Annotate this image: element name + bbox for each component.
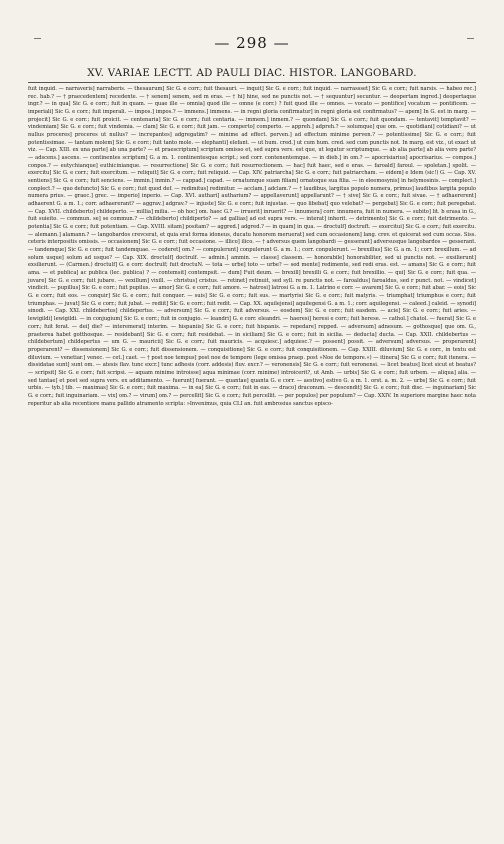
corner-mark-right xyxy=(467,38,474,39)
body-paragraph: fuit inquid. — narraveris] narraberis. — thesaurum] Sic G. e corr.; fuit thesauri. — inquit] Sic G. e corr.; fuit inquid. — narrassset] Sic G. e corr.; fuit narsis. — habeo rec.] rec. hab.? — † praecedentem] recedente. — † senem] senem, sed m eras. — † hi] hine, sed ne punctis not. — † sequuntur] secuntur. — deopertam ingred.] deopertaque ingr.? — in qua] Sic G. e corr.; fuit in quam. — quae ille — omnia] quod ille — omne (e corr.) ? fuit quod ille — omnes. — vocato — pontifice] vocatum — pontificem. — imperiali] Sic G. e corr.; fuit imperali. — impos.] impos.? — immens.] immens. — in regni gloria confirmatur] in regni gloria est confirmatus? — apem] In G. est in marg. — projecit] Sic G. e corr.; fuit proicit. — centenaria] Sic G. e corr.; fuit centaria. — immem.] inmem.? — quondam] Sic G. e corr.; fuit quondam. — tentavit] temptavit? — vindemiam] Sic G. e corr.; fuit vindemia. — clam] Sic G. e corr.; fuit jam. — comperto] comperto. — appreh.] adpreh.? — solumque] que om. — quotidiani] cotidiani? — ut nullus proceres] proceres ut nullus? — increpantes] adgregatim? — minime ad effect. perven.] ad effectum minime perven.? — potentissime] Sic G. e corr.; fuit potentissimae. — tantam molem] Sic G. e corr.; fuit tanto mole. — elephanti] elefant. — ut hum. cred.] ut cum hum. cred. sed cum punctis not. In marg. est viz., ut exact ut viz. — Cap. XIII. ex una parte] ab una parte? — et praescriptum] scriptum omisso et, sed supra vers. est que, ut legatur scriptumque. — ab alia parte] ab alia vero parte? — adscens.] ascens. — continentes scriptum] G. a m. 1. continentesque script.; sed corr. contenentemque. — in dieb.] in om.? — apocrisiarius] apocrisarius. — compos.] conpos.? — eutychianque] euthicinianque. — resurrectione] Sic G. e corr.; fuit resurrectionem. — hac] fuit haec, sed e eras. — faroald] faroul. — spoletan.] spolit. — exercitu] Sic G. e corr.; fuit exercitum. — reliquit] Sic G. e corr.; fuit reliquid. — Cap. XIV. patriarcha] Sic G. e corr.; fuit patriarcham. — eidem] e Idem (sic!) G. — Cap. XV. sentiens] Sic G. e corr.; fuit senciens. — immin.] inmin.? — cappad.] capad. — ornatumque suam filiam] ornatoque sua filia. — in eleemosynis] in helymosinis. — complect.] conplect.? — quo defuncto] Sic G. e corr.; fuit quod def. — redimitus] redimitur. — acclam.] adclam.? — † laudibus, largitus populo numera, primus] laudibus largita populo numera prius. — graec.] grec. — imperio] inperio. — Cap. XVI. authari] autharium? — appellaverunt] appellarunt? — † sive] Sic G. e corr.; fuit sivae. — † adhaererent] adhaerent G. a m. 1.; corr. adhaererant? — aggrav.] adgrav.? — injuste] Sic G. e corr.; fuit injustae. — quo libebat] quo velebat? — pergebat] Sic G. e corr.; fuit peregebat. — Cap. XVII. childeberto] childeperto. — millia] milia. — ob hoc] om. haec G.? — irruerit] inruerit? — innumera] corr. innumera, fuit in numera. — subito] lit. b erasa in G., fuit suieito. — commun. se] se commun.? — childeberto] childiperto? — ad gallias] ad est supra vers. — interat] inherit. — detrimento] Sic G. e corr.; fuit detrimento. — potentia] Sic G. e corr.; fuit potentiam. — Cap. XVIII. sitam] positam? — aggred.] adgred.? — in quam] in qua. — droctulf] doctruft. — exercitui] Sic G. e corr.; fuit exercitu. — alemann.] alamann.? — langobardos crevcerat, et quia erat forma idoneus, ducatu honorem meruerat] sed cum occasionem] lang. crev. et quicerat sed cum occas. Siss. ceteris interpositis omissis. — occasionem] Sic G. e corr.; fuit occasione. — illico] ilico. — † adversus quem langobardi — gesserant] adversusque langobardos — gesserant. — tandemque] Sic G. e corr.; fuit tandemquae. — cederet] om.? — compulerunt] conpulerunt G. a m. 1.; corr. conpulerunt. — brexillus] Sic G. a m. 1; corr. brexillum. — ad solum usque] solum ad usque? — Cap. XIX. droctulf] doctrulf. — admin.] ammin. — classe] classem. — honorabile] honorabiliter, sed ui punctis not. — exsilierunt] exsilierunt. — (Carmen.) droctulf] G. e corr. doctrulf; fuit droctuN. — tota — urbe] toto — urbe? — sed mente] redimente, sed redi eras. est. — amans] Sic G. e corr.; fuit ama. — et publica] ac publica (lec. publica) ? — contemsit] contempsit. — dum] Fuit deum. — brexill] brexilli G. e corr.; fuit brexillio. — qui] Sic G. e corr.; fuit qua. — juvare] Sic G. e corr.; fuit jubare. — vexillum] vixill. — christus] cristus. — retinet] retinuit, sed syll. re punctis not. — faroaldus] faroaldus, sed r punct. not. — vindicet] vindicit. — pupillus] Sic G. e corr.; fuit pupilus. — amor] Sic G. e corr.; fuit amore. — hatrosi] latrosi G. a m. 1. Latrino e corr. — avarem] Sic G. e corr.; fuit abar. — eois] Sic G. e corr.; fuit eos. — conquir] Sic G. e corr.; fuit conquer. — suis] Sic G. e corr.; fuit sus. — martyrisi Sic G. e corr.; fuit matyris. — triumphat] triumphus e corr.; fuit triumphas. — juvat] Sic G. e corr.; fuit jubat. — rediit] Sic G. e corr.; fuit redit. — Cap. XX. aquilejensi] aquilegensi G. a m. 1.; corr. aquilegensi. — caleed.] caleid. — synodi] sinodi. — Cap. XXI. childebertus] childepertus. — adversum] Sic G. e corr.; fuit adversus. — eosdem] Sic G. e corr.; fuit easdem. — acie] Sic G. e corr.; fuit aries. — lewigildi] lewigildi. — in conjugium] Sic G. e corr.; fuit in conjugio. — leandri] G. e corr. eleandri. — haeresi] heresi e corr.; fuit herese. — cathol.] chatol. — fuerat] Sic G. e corr.; fuit ferat. — dei] die? — interemerat] interim. — hispaniis] Sic G. e corr.; fuit hispanis. — repedare] repped. — adversum] adnesum. — gothosque] que om. G., praeterea habet gotthosque. — residebant] Sic G. e corr.; fuit residebat. — in siciliam] Sic G. e corr.; fuit in sicilia. — deducta] ducta. — Cap. XXII. childebertus — childebertum] childepertus — um G. — mauricii] Sic G. e corr.; fuit mauricis. — acquiesc.] adquiesc.? — possent] possit. — adversum] adversus. — properarent] properarent? — dissensionem] Sic G. e corr.; fuit dissensionem. — conquisitione] Sic G. e corr.; fuit conquisitionem. — Cap. XXIII. diluvium] Sic G. e corr., in textu est diluvium. — venetiar.] venec. — cet.] caet. — † post noe tempus] post noe de tempore (lege omissa praep. post »Noe de tempore.«) — itinera] Sic G. e corr.; fuit itenera. — dissidatae sunt] sunt om. — atesis flav. tunc excr.] tunc adhesis (corr. addesis) fluv. excr.? — veronensis] Sic G. e corr.; fuit veronensi. — licet beatus] licet sicut et beatus? — scripsit] Sic G. e corr.; fuit scripsi. — aquam minime introisse] aqua minimae (corr. minime) introicerit?, ut Amb. — urbis] Sic G. e corr.; fuit urbem. — aliqua] alia. — sed tantae] et post sed supra vers. ex additamento. — fuerunt] fuerant. — quantae] quanta G. e corr. — aestivo] estivo G. a m. 1. orst. a. m. 2. — urbs] Sic G. e corr.; fuit urbis. — tyb.] tib. — maximas] Sic G. e corr.; fuit maxima. — in ea] Sic G. e corr.; fuit in eas. — draco] draconum. — descendit] Sic G. e corr.; fuit disc. — inguinariam] Sic G. e corr.; fuit inguinariam. — vix] om.? — virum] om.? — percellit] Sic G. e corr.; fuit percellit. — per populos] per populum? — Cap. XXIV. In superiore margine haec nota reperitur ab alia recentiore manu pallido atramento scripta: »Invenimus, quia CLI an. fuit ambrosius sanctus episco- xyxy=(28,86,476,407)
running-header: XV. VARIAE LECTT. AD PAULI DIAC. HISTOR. LANGOBARD. xyxy=(28,68,476,83)
page-number: — 298 — xyxy=(214,34,290,52)
variant-readings-text xyxy=(28,86,476,408)
corner-mark-left xyxy=(34,38,41,39)
